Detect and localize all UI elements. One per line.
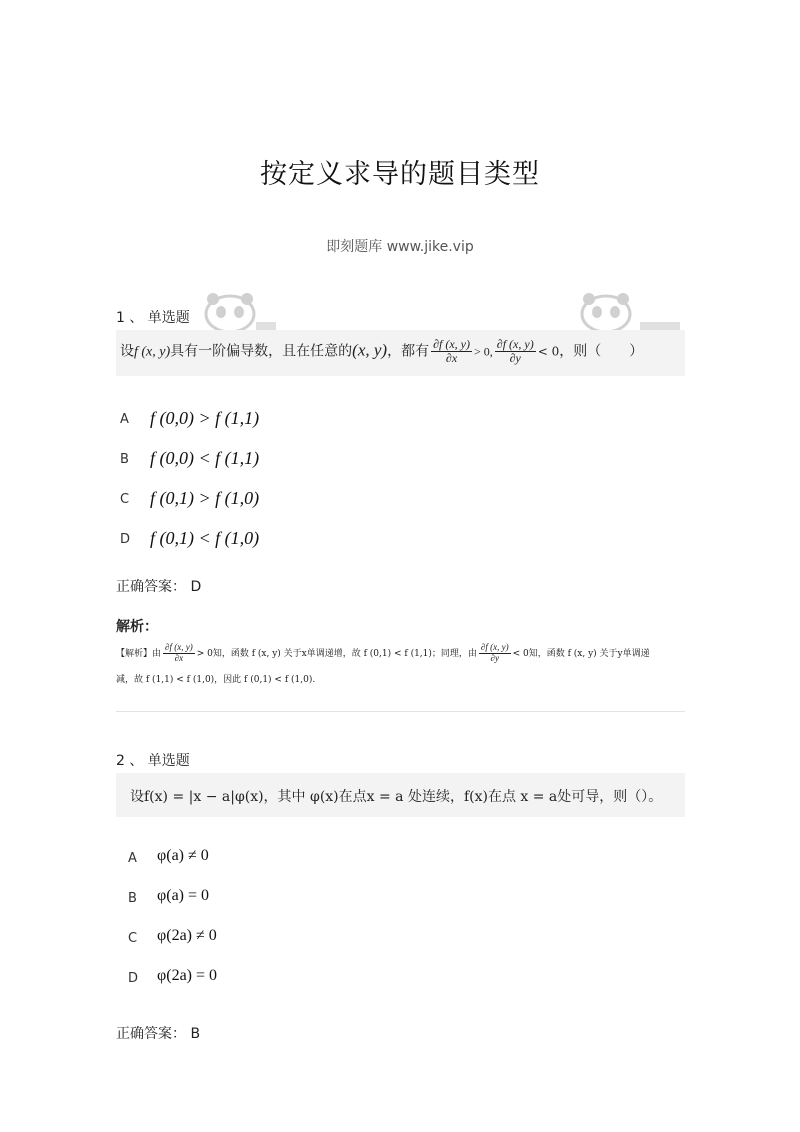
analysis-line-2: 减，故 f (1,1) < f (1,0)，因此 f (0,1) < f (1,0). [116,675,316,685]
option-letter[interactable]: B [120,452,129,467]
partial-y-fraction: $\frac{\partial f (x, y)}{\partial y}$ [496,337,534,366]
analysis-partial-x: $\frac{\partial f (x, y)}{\partial x}$ [165,642,193,663]
question-2-answer: 正确答案： B [116,1026,201,1042]
divider [116,711,685,712]
partial-x-fraction: $\frac{\partial f (x, y)}{\partial x}$ [433,337,470,366]
option-c[interactable]: φ(2a) ≠ 0 [157,927,217,944]
stem-point: (x, y) [352,340,388,360]
question-2-stem: 设f(x) = |x − a|φ(x)，其中 φ(x)在点x = a 处连续，f(x)在点 x = a处可导，则（）。 [130,789,663,805]
question-1-stem [120,338,643,365]
stem-function: f (x, y) [134,344,171,360]
page-title: 按定义求导的题目类型 [260,159,540,190]
stem-text: ，则（ ） [559,343,644,360]
option-a[interactable]: f (0,0) > f (1,1) [150,408,260,428]
stem-text: 设 [120,343,134,360]
option-d[interactable]: φ(2a) = 0 [157,967,218,984]
panda-watermark-icon [570,292,685,334]
analysis-label: 解析： [116,619,158,635]
option-letter[interactable]: B [128,891,137,906]
analysis-line-1: 【解析】由 $\frac{\partial f (x, y)}{\partial x}$ > 0知，函数 f (x, y) 关于x单调递增，故 f (0,1) < f (1,1)；同理，由 $\frac{\partial f (x, y)}{\partial y}$ < 0知，函数 f (x, y) 关于y单调递 [116,642,650,663]
question-1-stem-box [116,330,685,376]
page-subtitle: 即刻题库 www.jike.vip [326,239,474,255]
option-c[interactable]: f (0,1) > f (1,0) [150,488,260,508]
stem-text: ，都有 [387,343,430,360]
question-1-answer: 正确答案： D [116,579,202,595]
option-letter[interactable]: A [120,412,129,427]
question-2-header: 2 、 单选题 [116,753,190,769]
option-b[interactable]: φ(a) = 0 [157,887,210,904]
option-b[interactable]: f (0,0) < f (1,1) [150,448,260,468]
question-1-header: 1 、 单选题 [116,310,190,326]
option-letter[interactable]: C [128,931,138,946]
stem-text: < 0 [537,344,560,359]
stem-text: 具有一阶偏导数，且在任意的 [170,343,353,360]
stem-text: > 0, [474,344,493,359]
option-letter[interactable]: D [120,532,131,547]
option-letter[interactable]: C [120,492,130,507]
question-2-stem-box [116,773,685,817]
option-a[interactable]: φ(a) ≠ 0 [157,847,209,864]
option-d[interactable]: f (0,1) < f (1,0) [150,528,260,548]
panda-watermark-icon [198,292,278,334]
option-letter[interactable]: D [128,971,139,986]
analysis-partial-y: $\frac{\partial f (x, y)}{\partial y}$ [480,642,509,663]
option-letter[interactable]: A [128,851,137,866]
